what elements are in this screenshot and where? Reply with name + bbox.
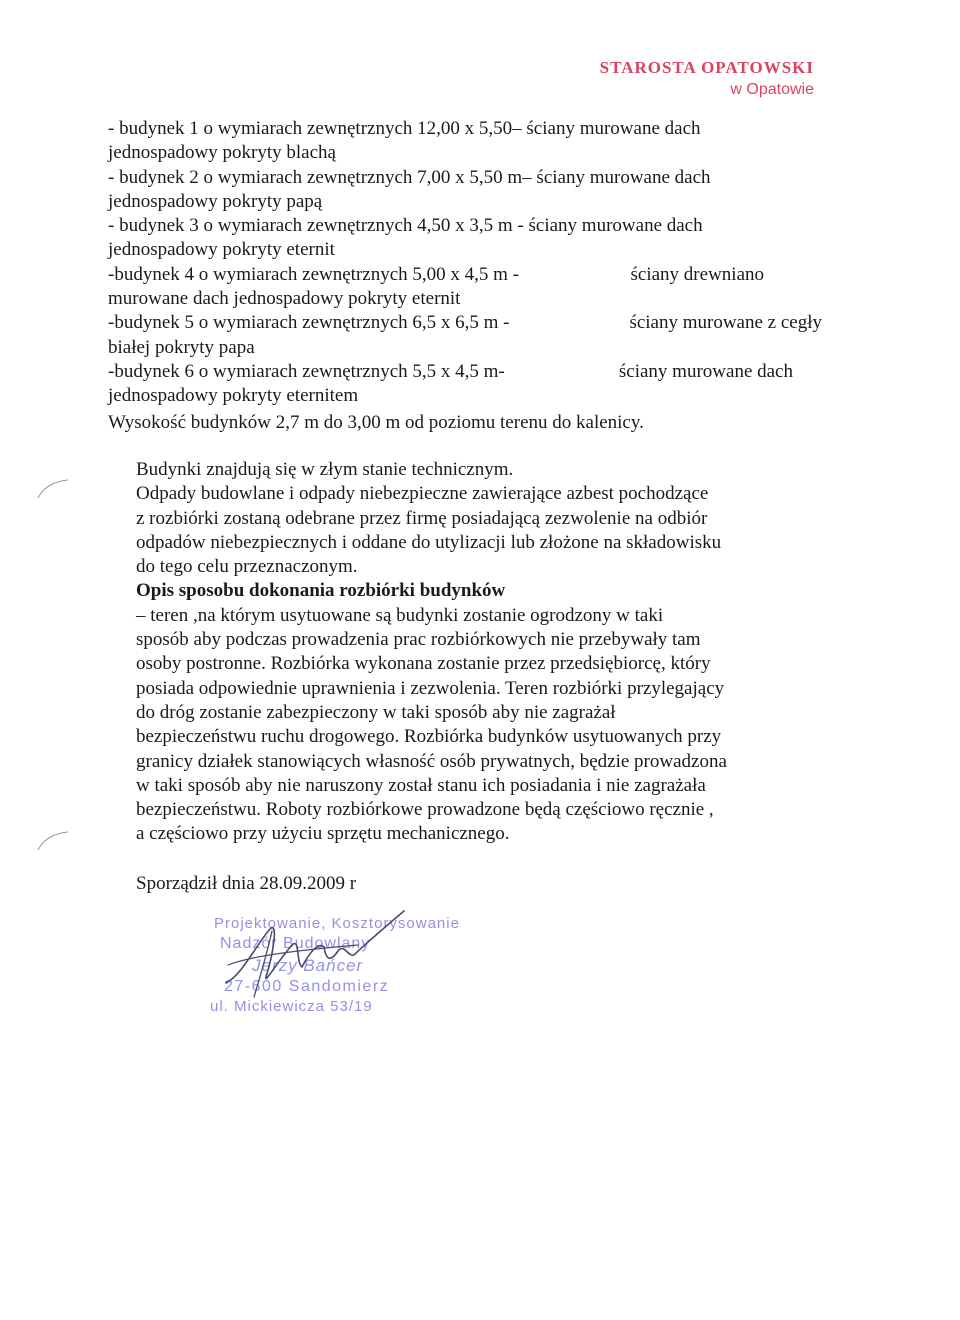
building-entry-1 — [108, 117, 828, 166]
section-heading: Opis sposobu dokonania rozbiórki budynków — [136, 580, 506, 602]
building-line: - budynek 1 o wymiarach zewnętrznych 12,00 x 5,50– ściany murowane dach — [108, 118, 701, 139]
building-entry-2 — [108, 166, 828, 215]
stamp-location: w Opatowie — [730, 81, 814, 98]
building-line: murowane dach jednospadowy pokryty eternit — [108, 288, 461, 310]
stamp-line: Nadzór Budowlany — [220, 935, 371, 952]
building-line: jednospadowy pokryty eternitem — [108, 385, 359, 407]
paragraph-line: Budynki znajdują się w złym stanie technicznym. — [136, 459, 514, 480]
building-line: - budynek 2 o wymiarach zewnętrznych 7,00 x 5,50 m– ściany murowane dach — [108, 166, 711, 188]
stamp-line: Jerzy Bańcer — [252, 956, 364, 975]
paragraph-line: do dróg zostanie zabezpieczony w taki sposób aby nie zagrażał — [136, 701, 616, 723]
building-line — [108, 263, 828, 287]
building-entry-3 — [108, 214, 828, 263]
company-stamp — [208, 905, 460, 1025]
paragraph-line: z rozbiórki zostaną odebrane przez firmę posiadającą zezwolenie na odbiór — [136, 507, 708, 529]
stamp-line: Projektowanie, Kosztorysowanie — [214, 915, 460, 932]
building-dimensions: -budynek 5 o wymiarach zewnętrznych 6,5 x 6,5 m - — [108, 312, 510, 334]
building-list — [108, 117, 828, 409]
stamp-line: ul. Mickiewicza 53/19 — [210, 998, 373, 1015]
stamp-line: 27-600 Sandomierz — [224, 978, 390, 995]
paragraph-line: Odpady budowlane i odpady niebezpieczne zawierające azbest pochodzące — [136, 483, 709, 505]
paragraph-line: posiada odpowiednie uprawnienia i zezwolenia. Teren rozbiórki przylegający — [136, 677, 725, 699]
building-line — [108, 360, 828, 384]
handwritten-signature — [208, 905, 448, 1025]
stamp-title: STAROSTA OPATOWSKI — [599, 58, 814, 77]
building-line: białej pokryty papa — [108, 336, 255, 358]
paragraph-line: do tego celu przeznaczonym. — [136, 556, 358, 578]
starosta-stamp — [600, 58, 814, 99]
building-walls: ściany murowane z cegły — [629, 312, 822, 334]
paragraph-line: odpadów niebezpiecznych i oddane do utylizacji lub złożone na składowisku — [136, 531, 722, 553]
building-line: - budynek 3 o wymiarach zewnętrznych 4,50 x 3,5 m - ściany murowane dach — [108, 215, 703, 237]
building-line: jednospadowy pokryty papą — [108, 190, 323, 212]
building-line — [108, 311, 828, 335]
building-entry-6 — [108, 360, 828, 409]
paragraph-line: sposób aby podczas prowadzenia prac rozbiórkowych nie przebywały tam — [136, 629, 701, 651]
building-entry-5 — [108, 311, 828, 360]
building-entry-4 — [108, 263, 828, 312]
margin-mark — [36, 830, 70, 852]
paragraph-line: a częściowo przy użyciu sprzętu mechanicznego. — [136, 823, 510, 845]
signature-date: Sporządził dnia 28.09.2009 r — [136, 873, 357, 894]
building-dimensions: -budynek 4 o wymiarach zewnętrznych 5,00 x 4,5 m - — [108, 263, 520, 285]
paragraph-line: – teren ,na którym usytuowane są budynki zostanie ogrodzony w taki — [136, 604, 664, 626]
paragraph-line: bezpieczeństwu ruchu drogowego. Rozbiórka budynków usytuowanych przy — [136, 726, 722, 748]
height-summary: Wysokość budynków 2,7 m do 3,00 m od poziomu terenu do kalenicy. — [108, 412, 644, 433]
paragraph-line: osoby postronne. Rozbiórka wykonana zostanie przez przedsiębiorcę, który — [136, 653, 711, 675]
building-walls: ściany drewniano — [630, 263, 764, 285]
building-walls: ściany murowane dach — [618, 360, 793, 382]
building-dimensions: -budynek 6 o wymiarach zewnętrznych 5,5 x 4,5 m- — [108, 360, 505, 382]
description-block — [136, 458, 836, 847]
paragraph-line: bezpieczeństwu. Roboty rozbiórkowe prowadzone będą częściowo ręcznie , — [136, 799, 714, 821]
paragraph-line: w taki sposób aby nie naruszony został stanu ich posiadania i nie zagrażała — [136, 774, 706, 796]
building-line: jednospadowy pokryty blachą — [108, 142, 336, 164]
paragraph-line: granicy działek stanowiących własność osób prywatnych, będzie prowadzona — [136, 750, 727, 772]
margin-mark — [36, 478, 70, 500]
building-line: jednospadowy pokryty eternit — [108, 239, 335, 261]
